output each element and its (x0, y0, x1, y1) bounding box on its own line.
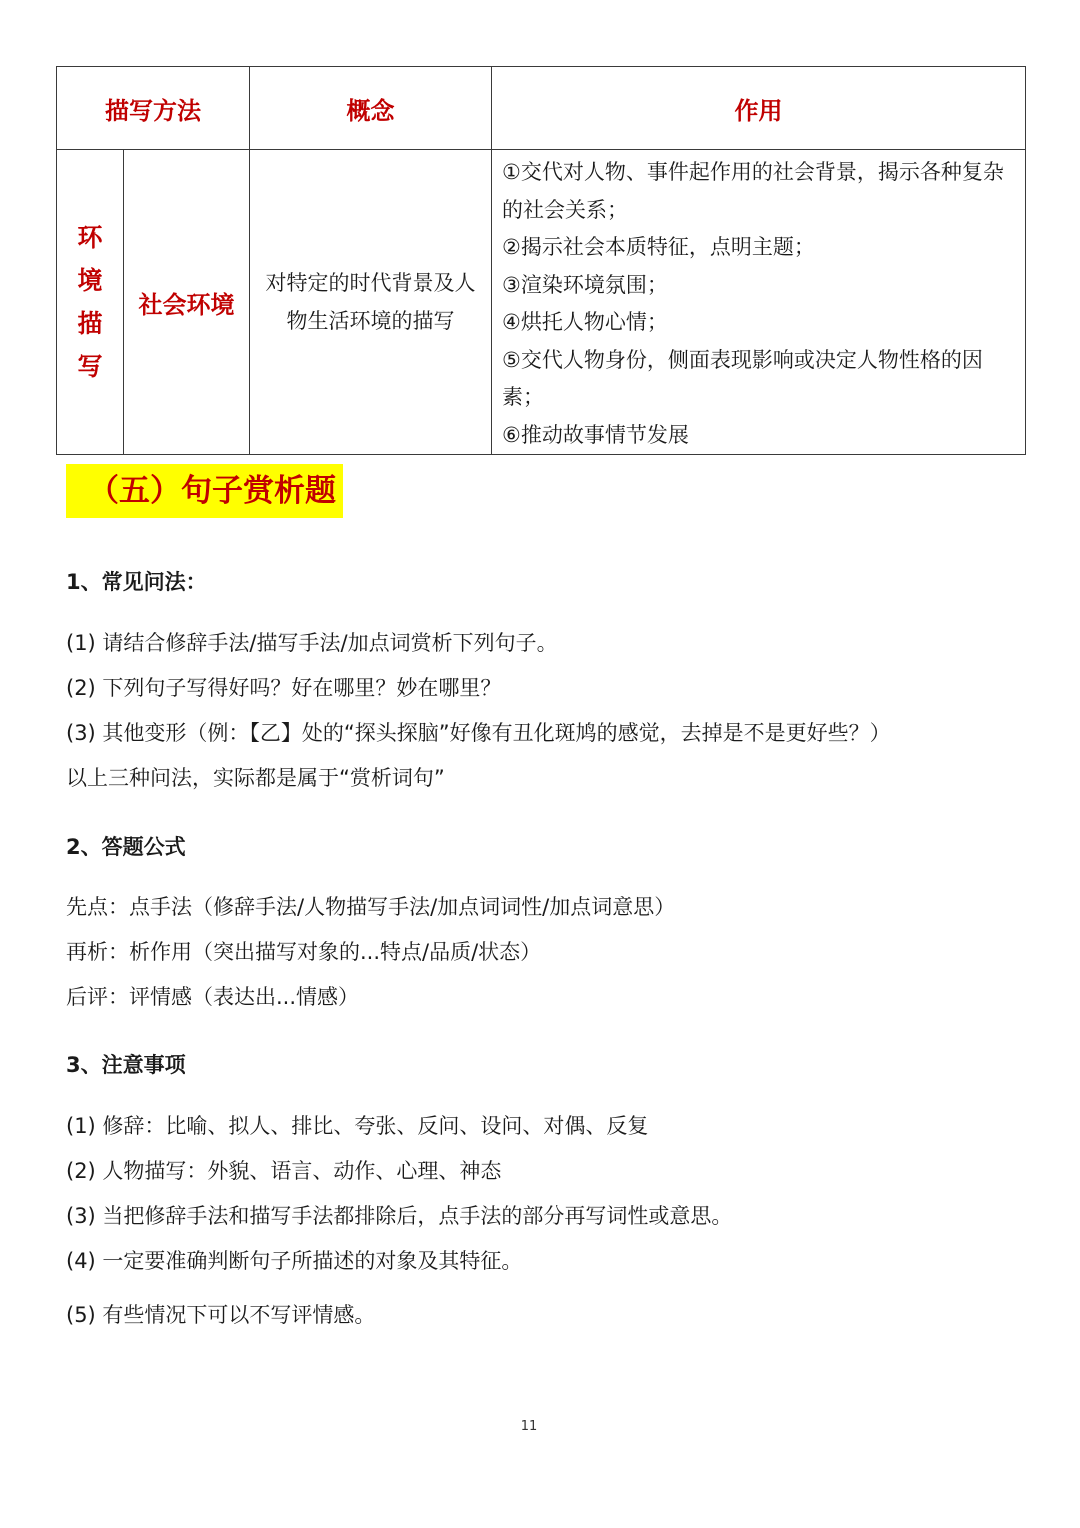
category-char: 描 (77, 309, 103, 338)
effect-line: ⑥推动故事情节发展 (502, 422, 689, 447)
formula-line: 先点：点手法（修辞手法/人物描写手法/加点词词性/加点词意思） (66, 895, 676, 919)
effect-line: ①交代对人物、事件起作用的社会背景，揭示各种复杂 (502, 160, 1004, 184)
question-line: 以上三种问法，实际都是属于“赏析词句” (66, 766, 445, 790)
table-row (57, 150, 1026, 455)
question-line: (3) 其他变形（例：【乙】处的“探头探脑”好像有丑化斑鸠的感觉，去掉是不是更好些？） (66, 721, 891, 745)
formula-line: 后评：评情感（表达出...情感） (66, 985, 360, 1009)
effect-cell (492, 150, 1026, 455)
note-line: (5) 有些情况下可以不写评情感。 (66, 1303, 376, 1327)
table-header-row (57, 67, 1026, 150)
subcategory-cell: 社会环境 (124, 150, 250, 455)
note-line: (4) 一定要准确判断句子所描述的对象及其特征。 (66, 1249, 523, 1273)
note-line: (3) 当把修辞手法和描写手法都排除后，点手法的部分再写词性或意思。 (66, 1204, 733, 1228)
effect-line: ③渲染环境氛围； (502, 272, 668, 297)
note-line: (1) 修辞：比喻、拟人、排比、夸张、反问、设问、对偶、反复 (66, 1114, 649, 1138)
effect-line: ⑤交代人物身份，侧面表现影响或决定人物性格的因 (502, 347, 983, 372)
effect-line: 素； (502, 385, 544, 409)
concept-line: 物生活环境的描写 (286, 309, 455, 333)
section-heading-answer-formula: 2、答题公式 (66, 835, 186, 859)
description-methods-table (56, 66, 1026, 455)
question-line: (2) 下列句子写得好吗？好在哪里？妙在哪里？ (66, 676, 502, 700)
category-char: 写 (77, 352, 103, 381)
header-effect: 作用 (492, 67, 1026, 150)
section-heading-common-questions: 1、常见问法： (66, 570, 207, 594)
section-title: （五）句子赏析题 (66, 464, 343, 518)
effect-line: 的社会关系； (502, 197, 628, 222)
page-number: 11 (520, 1419, 538, 1434)
question-line: (1) 请结合修辞手法/描写手法/加点词赏析下列句子。 (66, 631, 558, 655)
header-method: 描写方法 (57, 67, 250, 150)
note-line: (2) 人物描写：外貌、语言、动作、心理、神态 (66, 1159, 502, 1183)
category-cell (57, 150, 124, 455)
concept-line: 对特定的时代背景及人 (265, 271, 476, 295)
category-char: 境 (77, 266, 103, 295)
header-concept: 概念 (250, 67, 492, 150)
formula-line: 再析：析作用（突出描写对象的...特点/品质/状态） (66, 940, 542, 964)
effect-line: ②揭示社会本质特征，点明主题； (502, 235, 815, 259)
category-char: 环 (77, 223, 103, 252)
section-heading-notes: 3、注意事项 (66, 1053, 186, 1077)
concept-cell (250, 150, 492, 455)
effect-line: ④烘托人物心情； (502, 310, 668, 334)
